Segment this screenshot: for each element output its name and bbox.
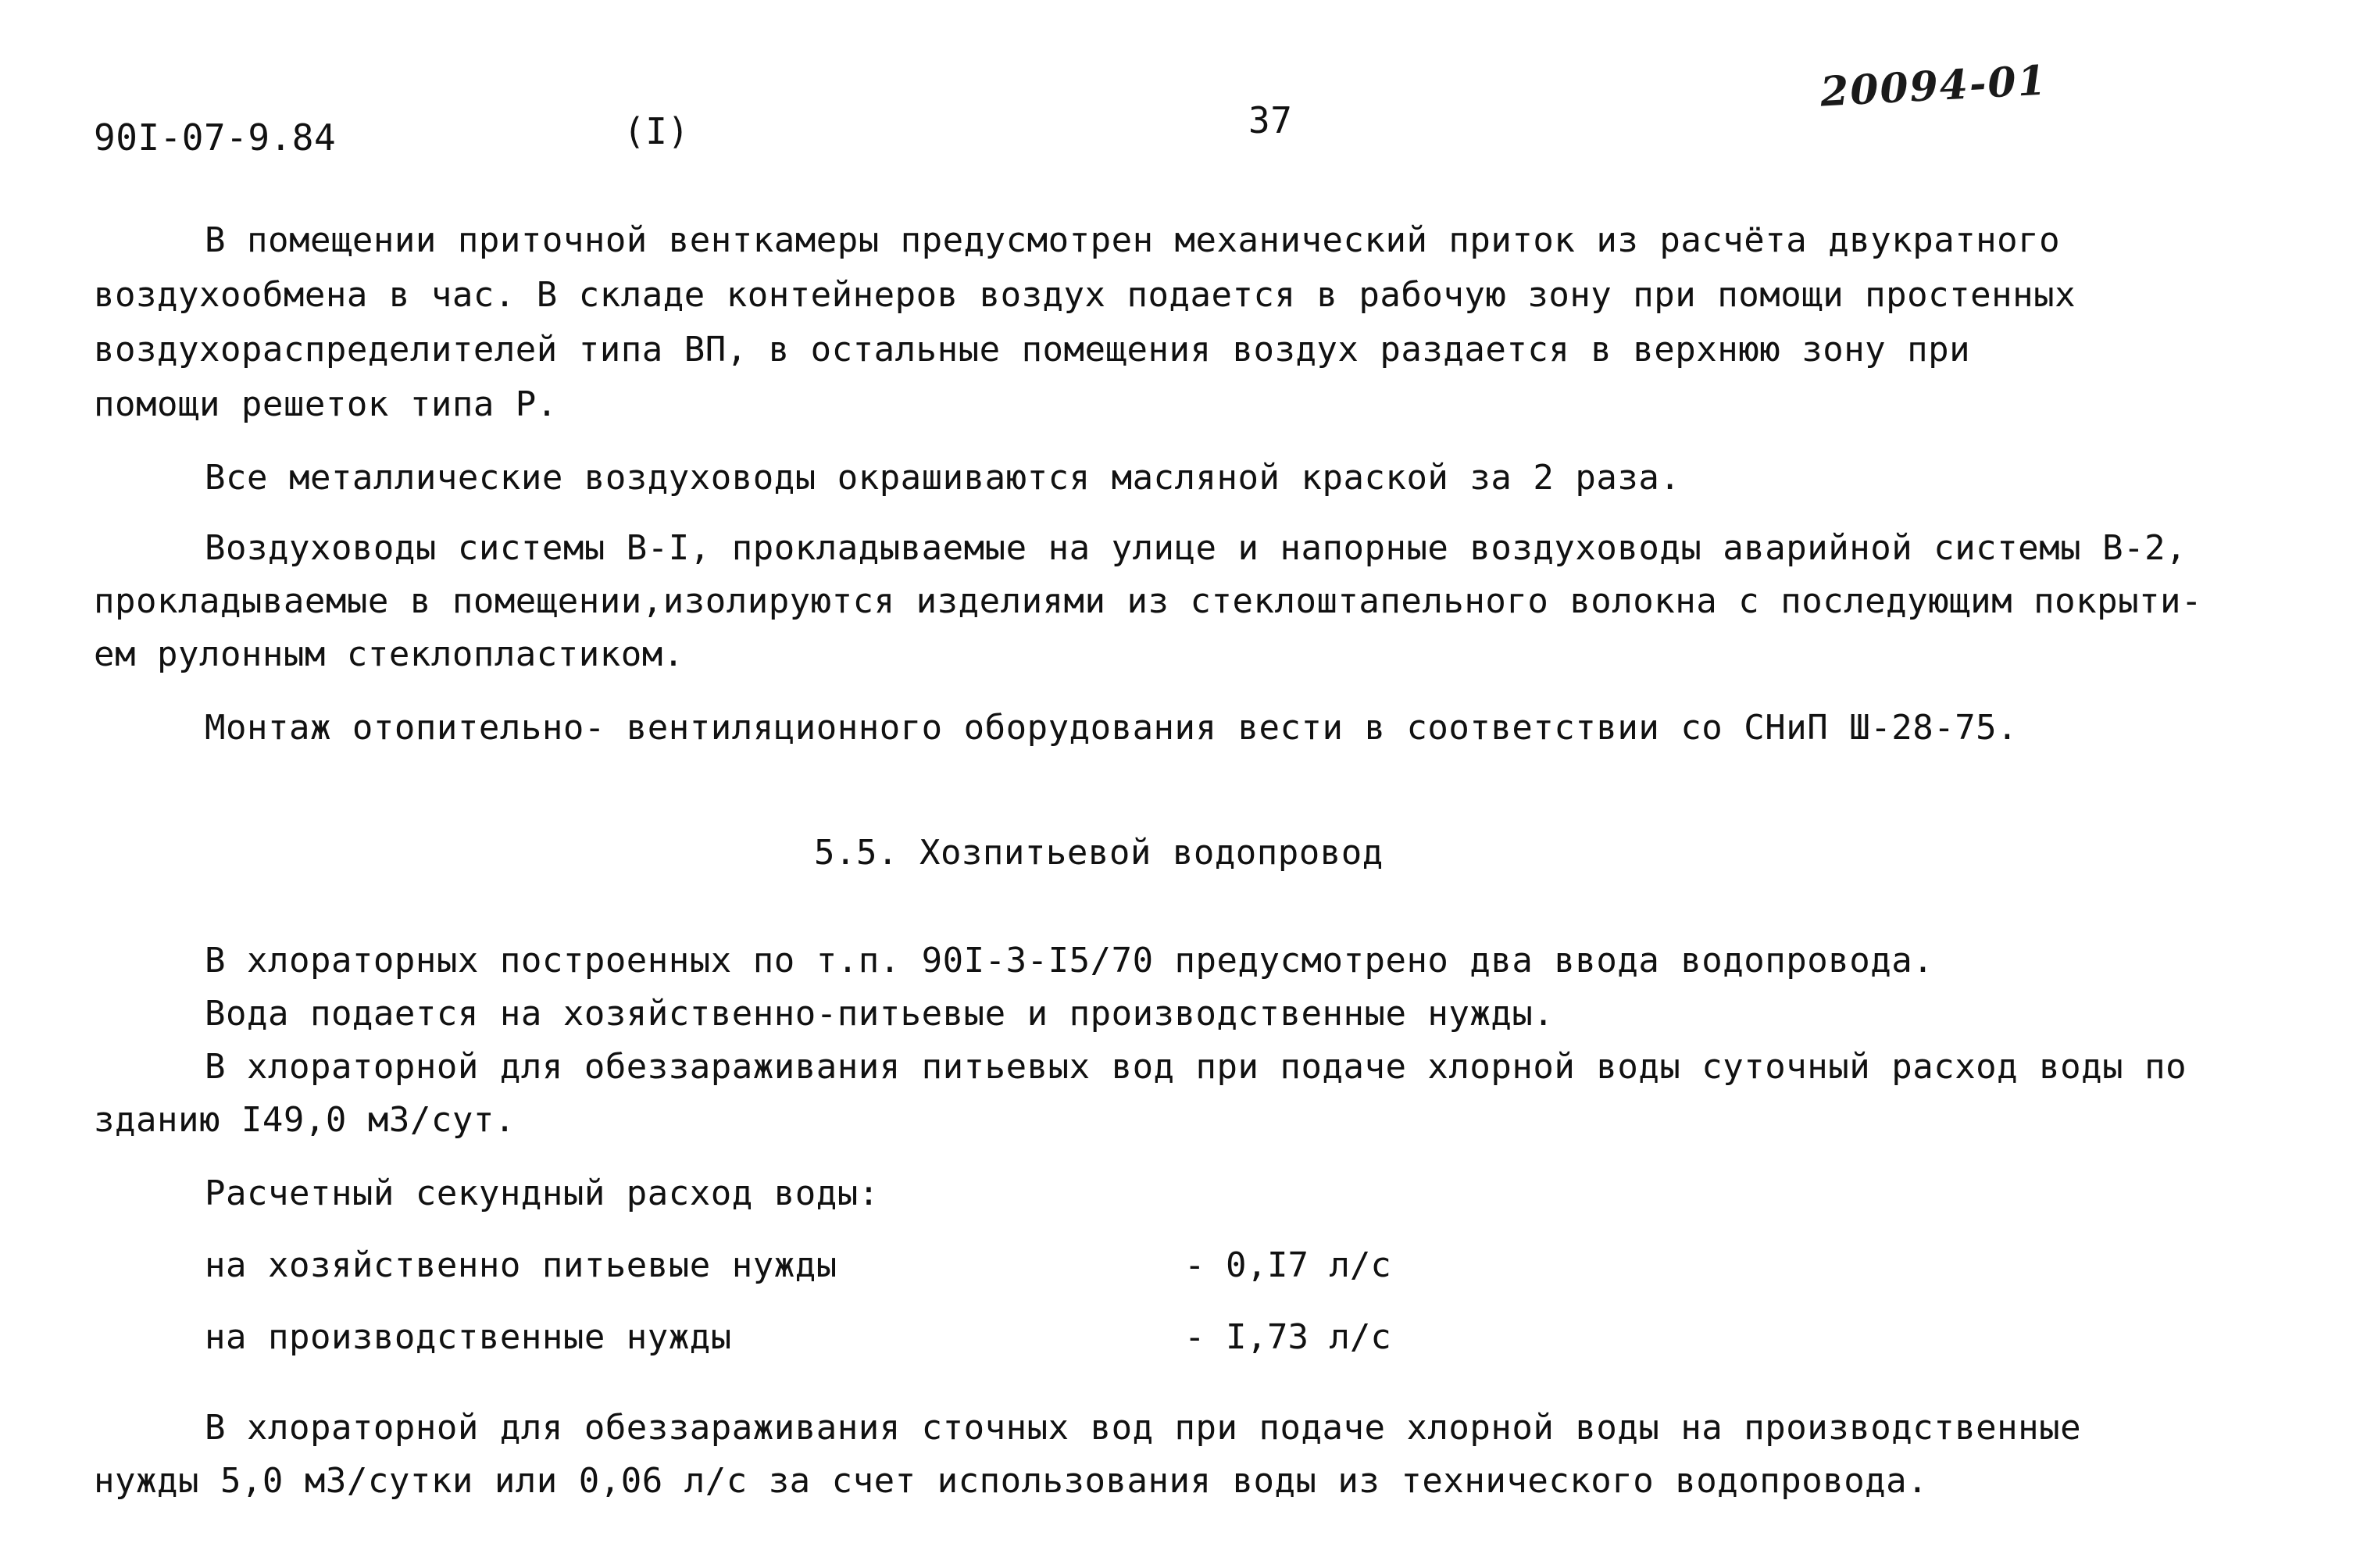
para4-line: Монтаж отопительно- вентиляционного оборудования вести в соответствии со СНиП Ш-28-75. <box>205 708 2019 748</box>
handwritten-code: 20094-01 <box>1819 56 2049 116</box>
para5-line: В хлораторной для обеззараживания питьевых вод при подаче хлорной воды суточный расход воды по <box>205 1047 2187 1087</box>
doc-code: 90I-07-9.84 <box>94 116 337 159</box>
calc-heading: Расчетный секундный расход воды: <box>205 1173 880 1213</box>
para3-line: Воздуховоды системы В-I, прокладываемые на улице и напорные воздуховоды аварийной системы В-2, <box>205 528 2187 568</box>
flow-label: на хозяйственно питьевые нужды <box>205 1245 837 1285</box>
flow-label: на производственные нужды <box>205 1317 732 1357</box>
para5-line: Вода подается на хозяйственно-питьевые и производственные нужды. <box>205 994 1555 1034</box>
para3-line: ем рулонным стеклопластиком. <box>94 634 684 674</box>
flow-value: - I,73 л/с <box>1184 1317 1391 1357</box>
para6-line: В хлораторной для обеззараживания сточных вод при подаче хлорной воды на производственные <box>205 1408 2082 1448</box>
para1-line: воздухораспределителей типа ВП, в остальные помещения воздух раздается в верхнюю зону при <box>94 330 1971 370</box>
para5-line: В хлораторных построенных по т.п. 90I-3-I5/70 предусмотрено два ввода водопровода. <box>205 941 1934 980</box>
para1-line: В помещении приточной венткамеры предусмотрен механический приток из расчёта двукратного <box>205 220 2061 260</box>
para6-line: нужды 5,0 м3/сутки или 0,06 л/с за счет использования воды из технического водопровода. <box>94 1461 1929 1501</box>
para1-line: помощи решеток типа Р. <box>94 384 558 424</box>
para1-line: воздухообмена в час. В складе контейнеров воздух подается в рабочую зону при помощи простенных <box>94 275 2076 315</box>
part-number: (I) <box>623 110 690 152</box>
para3-line: прокладываемые в помещении,изолируются изделиями из стеклоштапельного волокна с последующим покрыти- <box>94 581 2203 621</box>
page-number: 37 <box>1248 99 1293 141</box>
para2-line: Все металлические воздуховоды окрашиваются масляной краской за 2 раза. <box>205 458 1681 498</box>
para5-line: зданию I49,0 м3/сут. <box>94 1100 516 1140</box>
flow-value: - 0,I7 л/с <box>1184 1245 1391 1285</box>
section-heading: 5.5. Хозпитьевой водопровод <box>814 833 1384 873</box>
